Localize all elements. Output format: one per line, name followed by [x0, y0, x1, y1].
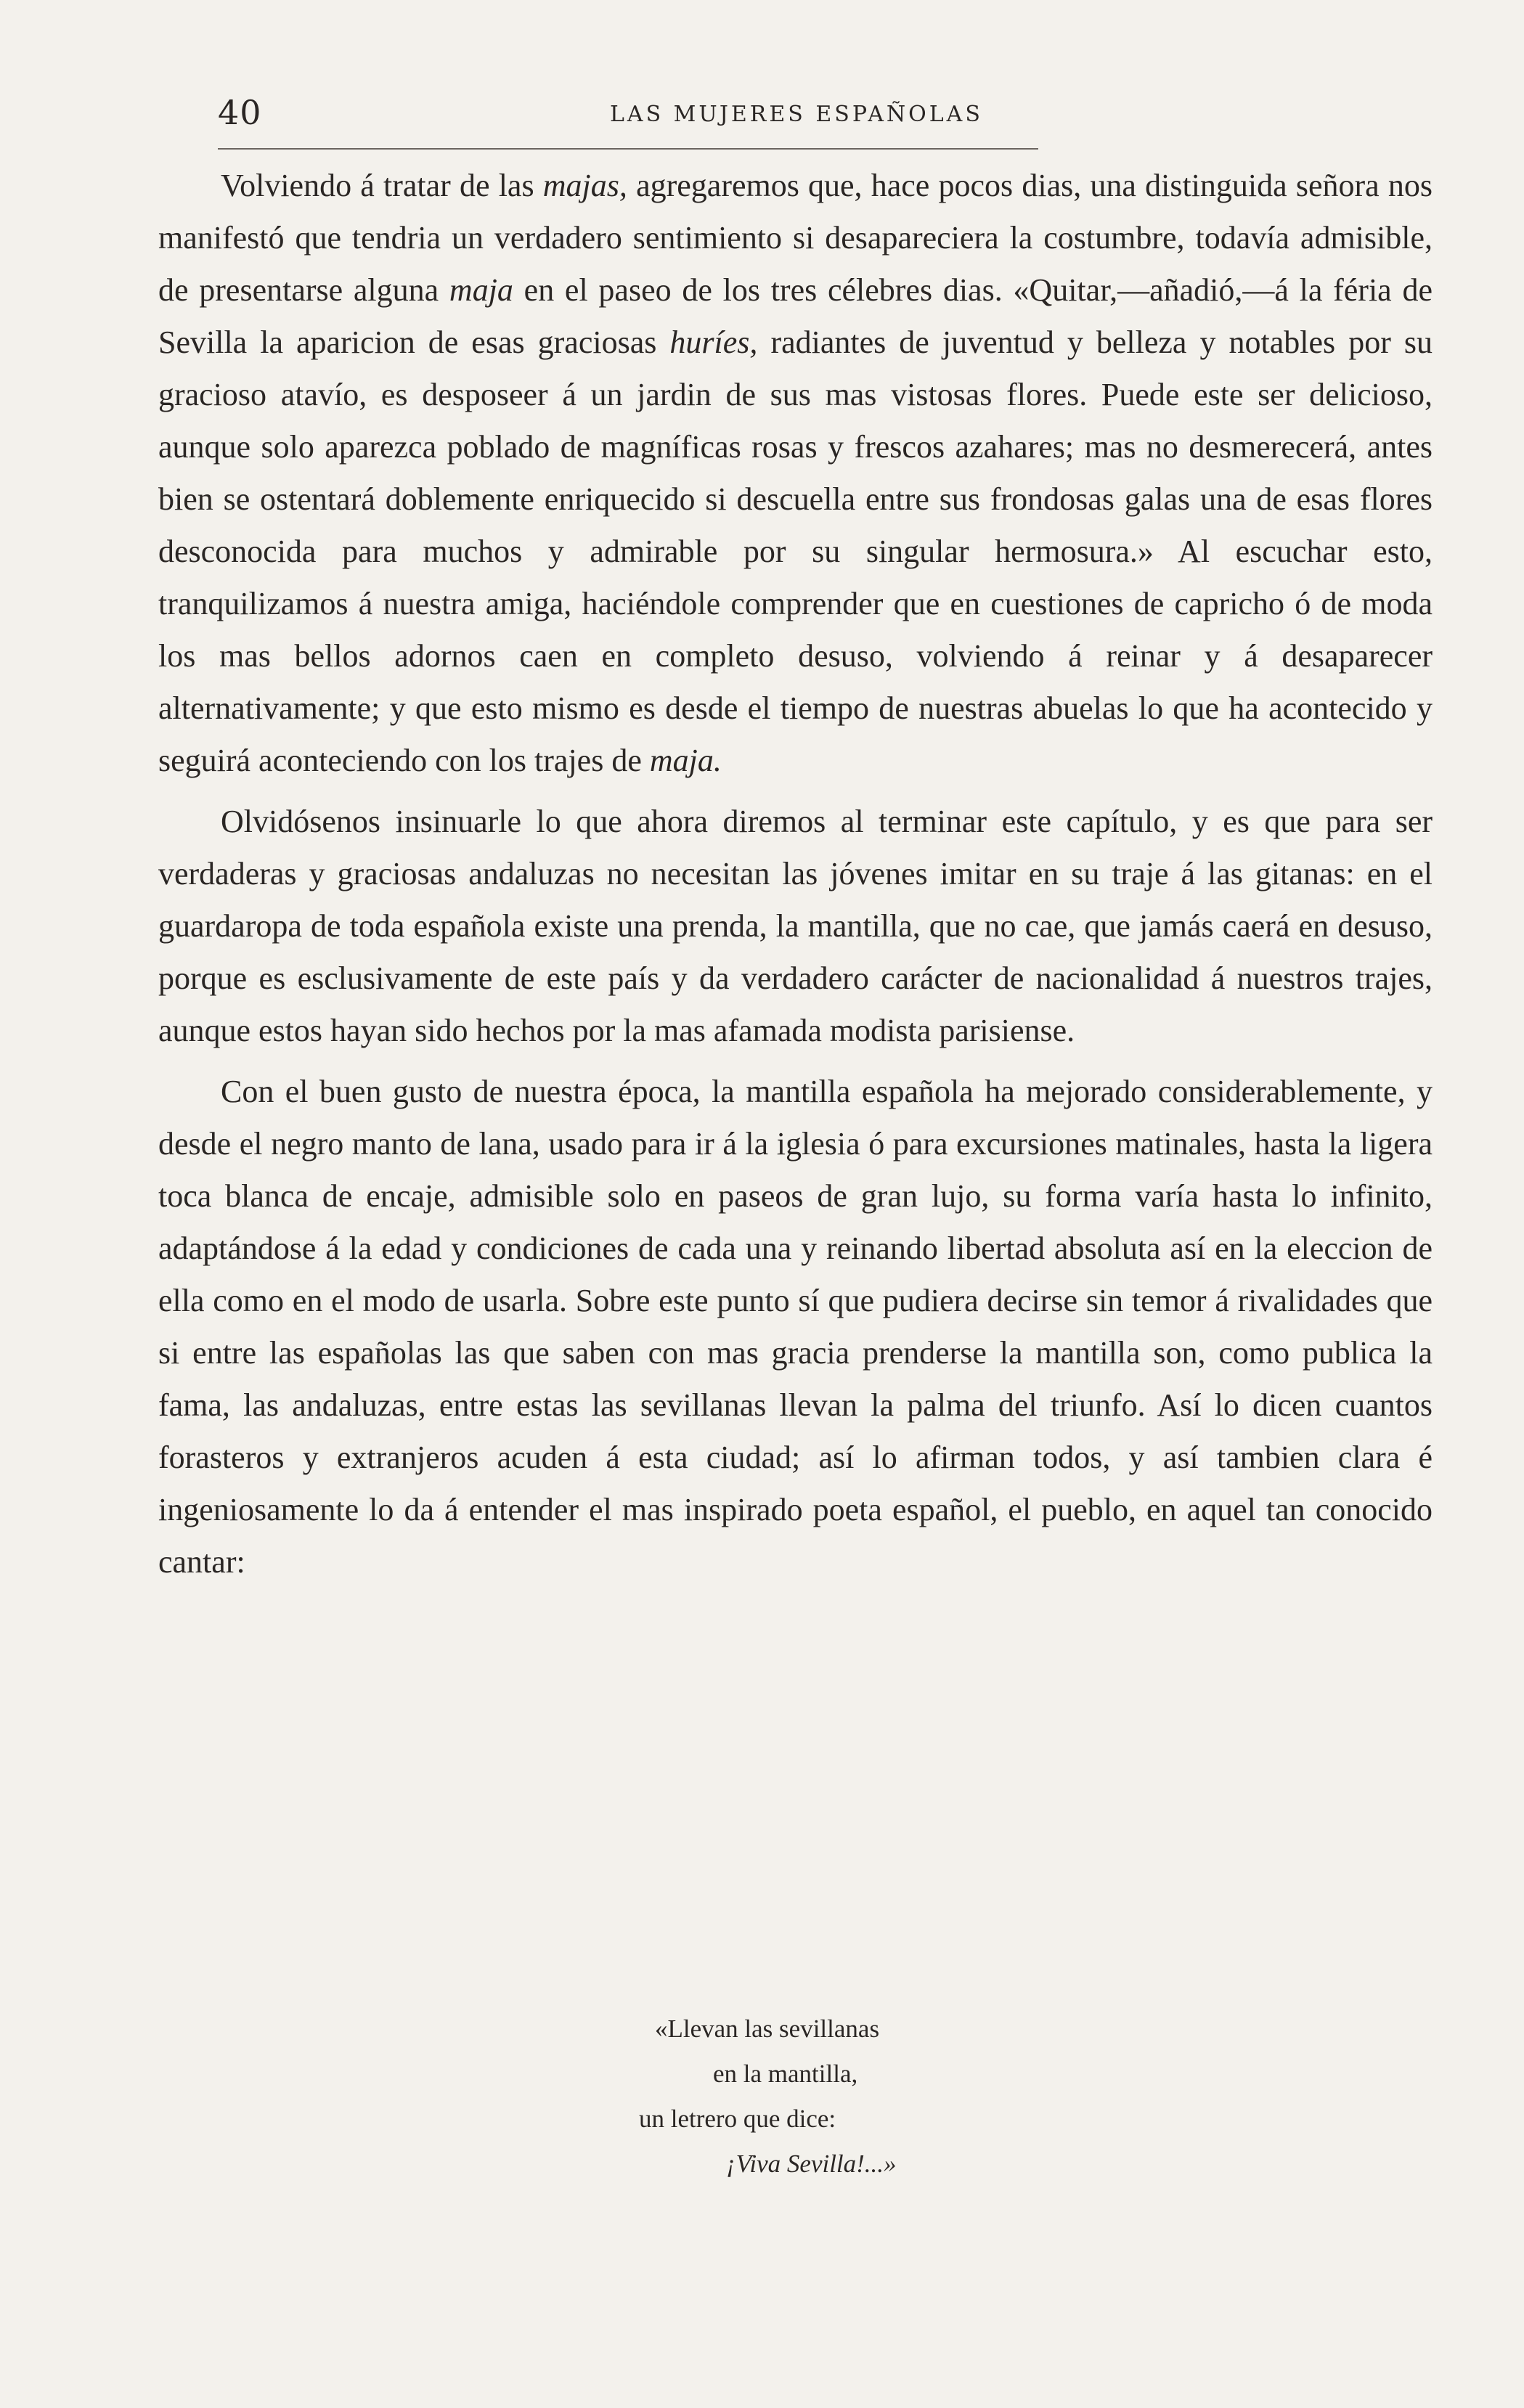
- italic-word: maja.: [649, 743, 722, 778]
- text-run: agregaremos que, hace pocos dias, una distinguida señora nos manifestó que tendria un verdadero sentimiento si desapareciera la costumbre, todavía admisible, de presentarse alguna: [158, 168, 1433, 308]
- text-run: Olvidósenos insinuarle lo que ahora diremos al terminar este capítulo, y es que para ser verdaderas y graciosas andaluzas no necesitan las jóvenes imitar en su traje á las gitanas: en el guardaropa de toda española existe una prenda, la mantilla, que no cae, que jamás caerá en desuso, porque es esclusivamente de este país y da verdadero carácter de nacionalidad á nuestros trajes, aunque estos hayan sido hechos por la mas afamada modista parisiense.: [158, 804, 1433, 1048]
- paragraph: [158, 1066, 1433, 1588]
- text-run: en el paseo de los tres célebres dias. «Quitar,—añadió,—á la féria de Sevilla la aparicion de esas graciosas: [158, 272, 1433, 360]
- paragraph: [158, 160, 1433, 787]
- running-head: LAS MUJERES ESPAÑOLAS: [610, 102, 983, 127]
- italic-word: majas,: [542, 168, 627, 203]
- verse-quote: [639, 2007, 897, 2187]
- italic-word: maja: [449, 272, 513, 308]
- text-run: Volviendo á tratar de las: [221, 168, 543, 203]
- text-run: radiantes de juventud y belleza y notables por su gracioso atavío, es desposeer á un jardin de sus mas vistosas flores. Puede este ser delicioso, aunque solo aparezca poblado de magníficas rosas y frescos azahares; mas no desmerecerá, antes bien se ostentará doblemente enriquecido si descuella entre sus frondosas galas una de esas flores desconocida para muchos y admirable por su singular hermosura.» Al escuchar esto, tranquilizamos á nuestra amiga, haciéndole comprender que en cuestiones de capricho ó de moda los mas bellos adornos caen en completo desuso, volviendo á reinar y á desaparecer alternativamente; y que esto mismo es desde el tiempo de nuestras abuelas lo que ha acontecido y seguirá aconteciendo con los trajes de: [158, 325, 1433, 778]
- verse-line: en la mantilla,: [713, 2060, 858, 2088]
- verse-line: «Llevan las sevillanas: [655, 2015, 880, 2043]
- page-number: 40: [218, 93, 262, 132]
- verse-line: ¡Viva Sevilla!...»: [726, 2150, 897, 2178]
- body-text: [158, 160, 1433, 1597]
- text-run: Con el buen gusto de nuestra época, la mantilla española ha mejorado considerablemente, y desde el negro manto de lana, usado para ir á la iglesia ó para excursiones matinales, hasta la ligera toca blanca de encaje, admisible solo en paseos de gran lujo, su forma varía hasta lo infinito, adaptándose á la edad y condiciones de cada una y reinando libertad absoluta así en la eleccion de ella como en el modo de usarla. Sobre este punto sí que pudiera decirse sin temor á rivalidades que si entre las españolas las que saben con mas gracia prenderse la mantilla son, como publica la fama, las andaluzas, entre estas las sevillanas llevan la palma del triunfo. Así lo dicen cuantos forasteros y extranjeros acuden á esta ciudad; así lo afirman todos, y así tambien clara é ingeniosamente lo da á entender el mas inspirado poeta español, el pueblo, en aquel tan conocido cantar:: [158, 1074, 1433, 1580]
- verse-line: un letrero que dice:: [639, 2105, 836, 2133]
- paragraph: [158, 796, 1433, 1057]
- header-rule: [218, 148, 1038, 150]
- italic-word: huríes,: [669, 325, 758, 360]
